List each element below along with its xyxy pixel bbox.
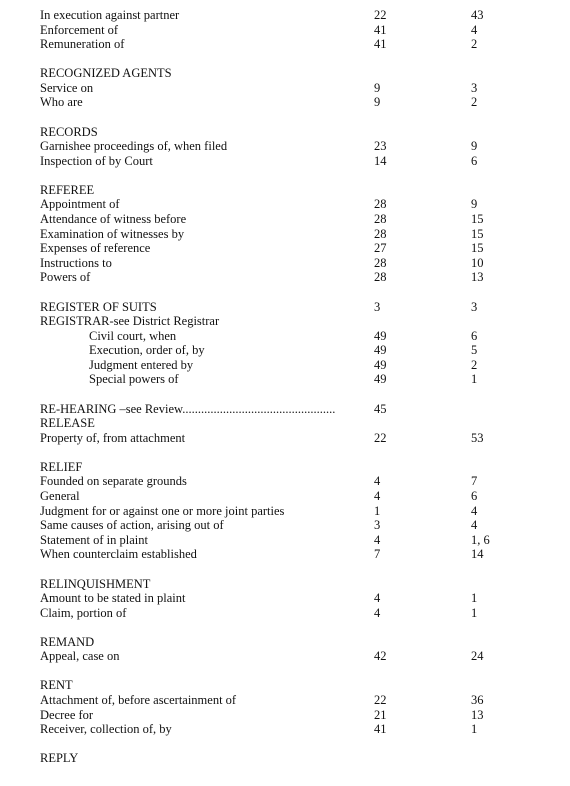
section-number: 42 (374, 649, 387, 664)
subsection-number: 3 (471, 299, 478, 314)
index-entry-label: General (40, 489, 80, 504)
index-heading-row (0, 183, 570, 198)
index-heading-label: REFEREE (40, 182, 95, 197)
subsection-number: 13 (471, 707, 484, 722)
section-number: 49 (374, 343, 387, 358)
index-heading-label: RENT (40, 678, 73, 693)
index-heading-label: REPLY (40, 751, 79, 766)
index-entry-row (0, 343, 570, 358)
index-entry-row (0, 474, 570, 489)
index-entry-row (0, 358, 570, 373)
index-entry-label: Attendance of witness before (40, 212, 187, 227)
section-number: 22 (374, 8, 387, 22)
index-heading-row (0, 635, 570, 650)
index-entry-row (0, 649, 570, 664)
index-entry-row (0, 504, 570, 519)
index-section (0, 183, 570, 285)
index-entry-label: Statement of in plaint (40, 532, 148, 547)
index-entry-row (0, 270, 570, 285)
section-number: 4 (374, 605, 381, 620)
section-number: 22 (374, 430, 387, 445)
subsection-number: 1 (471, 722, 478, 737)
subsection-number: 1, 6 (471, 532, 490, 547)
index-heading-label: RELINQUISHMENT (40, 576, 151, 591)
index-heading-label: REMAND (40, 634, 95, 649)
section-number: 49 (374, 372, 387, 387)
section-number: 9 (374, 80, 381, 95)
index-heading-label: RECORDS (40, 124, 98, 139)
section-number: 14 (374, 153, 387, 168)
index-entry-label: Attachment of, before ascertainment of (40, 693, 237, 708)
index-entry-row (0, 37, 570, 52)
index-entry-label: Appeal, case on (40, 649, 120, 664)
index-entry-label: Founded on separate grounds (40, 474, 187, 489)
index-entry-row (0, 518, 570, 533)
index-entry-label: In execution against partner (40, 8, 180, 22)
section-number: 4 (374, 532, 381, 547)
index-entry-row (0, 139, 570, 154)
index-entry-row (0, 8, 570, 23)
index-heading-row (0, 678, 570, 693)
index-entry-label: Inspection of by Court (40, 153, 153, 168)
subsection-number: 53 (471, 430, 484, 445)
index-heading-row (0, 300, 570, 315)
index-entry-label: Special powers of (89, 372, 179, 387)
section-number: 3 (374, 518, 381, 533)
index-heading-label: RELIEF (40, 459, 83, 474)
index-entry-label: Examination of witnesses by (40, 226, 185, 241)
index-heading-label: REGISTER OF SUITS (40, 299, 157, 314)
index-entry-label: Judgment for or against one or more joint parties (40, 503, 285, 518)
section-number: 4 (374, 474, 381, 489)
index-entry-label: When counterclaim established (40, 547, 197, 562)
section-number: 27 (374, 241, 387, 256)
index-entry-label: Powers of (40, 270, 91, 285)
index-heading-row (0, 402, 570, 417)
index-entry-row (0, 693, 570, 708)
subsection-number: 7 (471, 474, 478, 489)
subsection-number: 5 (471, 343, 478, 358)
subsection-number: 2 (471, 357, 478, 372)
index-section (0, 66, 570, 110)
subsection-number: 1 (471, 605, 478, 620)
index-section (0, 751, 570, 766)
subsection-number: 4 (471, 518, 478, 533)
index-entry-row (0, 591, 570, 606)
subsection-number: 10 (471, 255, 484, 270)
index-heading-label: RE-HEARING –see Review................................................. (40, 401, 336, 416)
index-entry-row (0, 212, 570, 227)
section-number: 28 (374, 197, 387, 212)
subsection-number: 9 (471, 197, 478, 212)
subsection-number: 6 (471, 489, 478, 504)
index-entry-label: Amount to be stated in plaint (40, 591, 186, 606)
subsection-number: 6 (471, 153, 478, 168)
index-heading-label: RELEASE (40, 416, 95, 431)
subsection-number: 15 (471, 241, 484, 256)
index-entry-row (0, 23, 570, 38)
subsection-number: 14 (471, 547, 484, 562)
index-entry-row (0, 256, 570, 271)
subsection-number: 15 (471, 212, 484, 227)
index-entry-label: Garnishee proceedings of, when filed (40, 139, 228, 154)
index-heading-row (0, 460, 570, 475)
index-entry-row (0, 533, 570, 548)
index-section (0, 635, 570, 664)
index-entry-label: Enforcement of (40, 22, 119, 37)
index-entry-row (0, 489, 570, 504)
section-number: 41 (374, 722, 387, 737)
index-entry-row (0, 241, 570, 256)
section-number: 23 (374, 139, 387, 154)
subsection-number: 36 (471, 693, 484, 708)
index-entry-label: Appointment of (40, 197, 120, 212)
index-entry-label: Who are (40, 95, 83, 110)
index-section (0, 8, 570, 52)
index-entry-label: Same causes of action, arising out of (40, 518, 224, 533)
section-number: 28 (374, 270, 387, 285)
index-entry-row (0, 606, 570, 621)
index-entry-label: Expenses of reference (40, 241, 151, 256)
subsection-number: 2 (471, 37, 478, 52)
index-entry-label: Execution, order of, by (89, 343, 205, 358)
index-entry-label: Remuneration of (40, 37, 125, 52)
subsection-number: 13 (471, 270, 484, 285)
index-entry-row (0, 431, 570, 446)
subsection-number: 2 (471, 95, 478, 110)
index-entry-label: Service on (40, 80, 94, 95)
index-entry-row (0, 547, 570, 562)
section-number: 3 (374, 299, 381, 314)
index-entry-row (0, 95, 570, 110)
index-heading-label: RECOGNIZED AGENTS (40, 66, 172, 81)
index-entry-row (0, 372, 570, 387)
section-number: 4 (374, 489, 381, 504)
index-entry-label: Judgment entered by (89, 357, 194, 372)
section-number: 49 (374, 328, 387, 343)
subsection-number: 4 (471, 22, 478, 37)
subsection-number: 24 (471, 649, 484, 664)
index-entry-row (0, 197, 570, 212)
subsection-number: 3 (471, 80, 478, 95)
index-entry-row (0, 81, 570, 96)
section-number: 28 (374, 212, 387, 227)
subsection-number: 1 (471, 591, 478, 606)
index-entry-row (0, 708, 570, 723)
index-heading-row (0, 416, 570, 431)
index-section (0, 402, 570, 446)
index-entry-row (0, 154, 570, 169)
index-heading-row (0, 577, 570, 592)
index-section (0, 460, 570, 562)
section-number: 28 (374, 255, 387, 270)
section-number: 4 (374, 591, 381, 606)
index-heading-row (0, 66, 570, 81)
subsection-number: 43 (471, 8, 484, 22)
index-entry-label: Civil court, when (89, 328, 177, 343)
section-number: 21 (374, 707, 387, 722)
section-number: 28 (374, 226, 387, 241)
subsection-number: 15 (471, 226, 484, 241)
index-heading-row (0, 751, 570, 766)
index-entry-label: Decree for (40, 707, 94, 722)
section-number: 41 (374, 22, 387, 37)
index-entry-label: Property of, from attachment (40, 430, 186, 445)
subsection-number: 6 (471, 328, 478, 343)
index-entry-label: Instructions to (40, 255, 112, 270)
section-number: 22 (374, 693, 387, 708)
index-entry-row (0, 227, 570, 242)
index-entry-label: Receiver, collection of, by (40, 722, 172, 737)
section-number: 1 (374, 503, 381, 518)
index-heading-row (0, 314, 570, 329)
section-number: 7 (374, 547, 381, 562)
index-section (0, 300, 570, 388)
index-section (0, 125, 570, 169)
subsection-number: 9 (471, 139, 478, 154)
index-heading-label: REGISTRAR-see District Registrar (40, 314, 220, 329)
index-section (0, 678, 570, 736)
index-entry-row (0, 329, 570, 344)
section-number: 9 (374, 95, 381, 110)
subsection-number: 4 (471, 503, 478, 518)
section-number: 41 (374, 37, 387, 52)
index-heading-row (0, 125, 570, 140)
index-entry-row (0, 722, 570, 737)
section-number: 49 (374, 357, 387, 372)
index-entry-label: Claim, portion of (40, 605, 127, 620)
subsection-number: 1 (471, 372, 478, 387)
section-number: 45 (374, 401, 387, 416)
index-section (0, 577, 570, 621)
